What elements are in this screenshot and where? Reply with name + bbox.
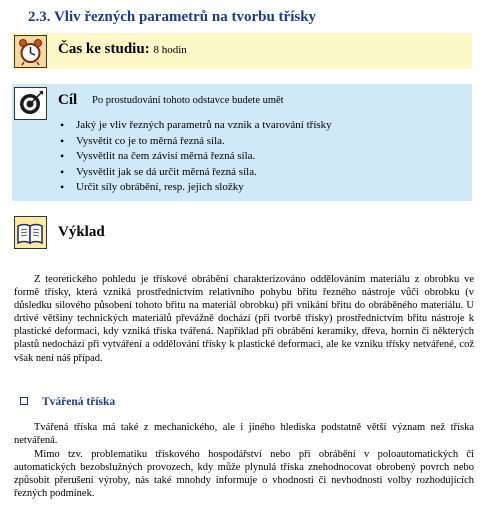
goal-intro: Po prostudování tohoto odstavce budete umět (92, 95, 284, 106)
alarm-clock-icon (14, 35, 47, 68)
goal-item: • Vysvětlit jak se dá určit měrná řezná síla. (60, 165, 332, 181)
explanation-header (12, 214, 212, 252)
section-heading: 2.3. Vliv řezných parametrů na tvorbu třísky (28, 9, 317, 25)
goal-title: Cíl (58, 92, 78, 108)
goal-item: • Vysvětlit na čem závisí měrná řezná síla. (60, 149, 332, 165)
square-bullet-icon (20, 397, 28, 405)
subheading-text: Tvářená tříska (42, 396, 116, 408)
study-time-value: 8 hodin (153, 44, 187, 56)
subheading (20, 396, 115, 408)
study-time-title: Čas ke studiu: (58, 41, 150, 57)
goal-box (12, 84, 472, 201)
goal-list (60, 118, 332, 196)
target-icon (14, 87, 47, 120)
goal-item: • Vysvětit co je to měrná řezná síla. (60, 134, 332, 150)
explanation-label: Výklad (58, 224, 105, 240)
goal-item: • Jaký je vliv řezných parametrů na vznik a tvarování třísky (60, 118, 332, 134)
paragraph: Tvářená tříska má také z mechanického, ale i jiného hlediska podstatně větší význam než tříska netvářená. (14, 422, 474, 447)
study-time-box (12, 33, 472, 69)
intro-paragraph: Z teoretického pohledu je třískové obrábění charakterizováno oddělováním materiálu z obrobku ve formě třísky, která vzniká prostřednictvím relativního pohybu břitu řezného nástroje vůči obrobku (v důsledku silového působení tohoto břitu na materiál obrobku) při vnikání břitu do obráběného materiálu. U drtivé většiny technických materiálů převážně dochází (při tvorbě třísky) prostřednictvím břitu nástroje k plastické deformaci, kdy vzniká tříska tvářená. Například při obrábění keramiky, dřeva, hornin či některých plastů nedochází při vytváření a oddělování třísky k plastické deformaci, ale ke vzniku třísky netvářené, což však není náš případ. (14, 274, 474, 364)
goal-item: • Určit síly obrábění, resp. jejich složky (60, 180, 332, 196)
study-time-label (58, 41, 187, 58)
open-book-icon (14, 216, 47, 249)
paragraph: Mimo tzv. problematiku třískového hospodářství nebo při obrábění v poloautomatických či automatických bezobslužných provozech, kdy může plynulá tříska znehodnocovat obrobený povrch nebo způsobit přerušení výroby, nás také mnohdy informuje o vhodnosti či nevhodnosti volby rozhodujících řezných podmínek. (14, 449, 474, 500)
